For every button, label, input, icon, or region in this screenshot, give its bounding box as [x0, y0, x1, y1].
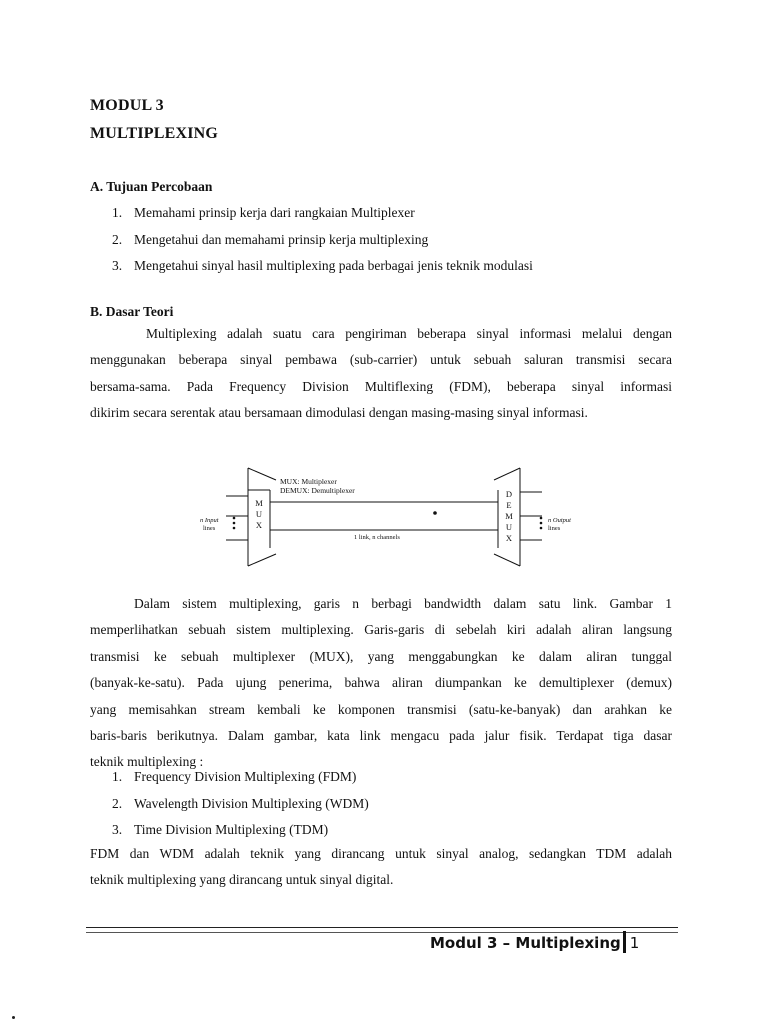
module-subtitle: MULTIPLEXING [90, 125, 219, 142]
legend-mux: MUX: Multiplexer [280, 477, 337, 486]
paragraph-line: teknik multiplexing : [90, 754, 204, 770]
legend-demux: DEMUX: Demultiplexer [280, 486, 355, 495]
paragraph-line: teknik multiplexing yang dirancang untuk sinyal digital. [90, 872, 394, 888]
paragraph-line: Multiplexing adalah suatu cara pengiriman beberapa sinyal informasi melalui dengan [146, 326, 672, 341]
explanation-paragraph [90, 591, 672, 776]
output-label: n Output [548, 517, 571, 524]
demux-letter: M [505, 511, 513, 521]
paragraph-line: FDM dan WDM adalah teknik yang dirancang untuk sinyal analog, sedangkan TDM adalah [90, 846, 672, 861]
mux-letter: X [255, 520, 263, 530]
demux-letter: U [505, 522, 513, 532]
link-label: 1 link, n channels [354, 534, 400, 541]
closing-paragraph [90, 841, 672, 894]
paragraph-line: yang memisahkan stream kembali ke komponen transmisi (satu-ke-banyak) dan arahkan ke [90, 701, 672, 717]
demux-letter: D [505, 489, 513, 499]
demux-letter: X [505, 533, 513, 543]
page-footer [430, 931, 639, 953]
paragraph-line: dikirim secara serentak atau bersamaan dimodulasi dengan masing-masing sinyal informasi. [90, 405, 588, 421]
input-label: lines [203, 525, 216, 532]
mux-bottom-bevel [248, 554, 276, 566]
list-item: 3. Time Division Multiplexing (TDM) [112, 822, 329, 837]
mux-letter: U [255, 509, 263, 519]
footer-separator [623, 931, 626, 953]
list-item: 2. Wavelength Division Multiplexing (WDM) [112, 795, 369, 811]
paragraph-line: transmisi ke sebuah multiplexer (MUX), yang menggabungkan ke dalam aliran tunggal [90, 648, 672, 664]
input-label: n Input [200, 517, 219, 524]
demux-letter: E [506, 500, 512, 510]
diagram-svg [160, 462, 620, 584]
paragraph-line: (banyak-ke-satu). Pada ujung penerima, bahwa aliran diumpankan ke demultiplexer (demux) [90, 675, 672, 691]
paragraph-line: memperlihatkan sebuah sistem multiplexing. Garis-garis di sebelah kiri adalah aliran langsung [90, 622, 672, 638]
mux-letter: M [255, 498, 263, 508]
intro-paragraph [90, 321, 672, 427]
section-b-heading: B. Dasar Teori [90, 304, 174, 319]
list-item: 1. Memahami prinsip kerja dari rangkaian Multiplexer [112, 205, 415, 220]
demux-top-bevel [494, 468, 520, 480]
scan-speck [12, 1016, 15, 1019]
module-title: MODUL 3 [90, 97, 164, 114]
output-label: lines [548, 525, 561, 532]
section-a-heading: A. Tujuan Percobaan [90, 179, 213, 194]
techniques-list [112, 767, 369, 847]
page-number: 1 [629, 934, 640, 952]
list-item: 1. Frequency Division Multiplexing (FDM) [112, 769, 357, 784]
link-dot [433, 511, 437, 515]
multiplexing-diagram [160, 462, 620, 584]
paragraph-line: menggunakan beberapa sinyal pembawa (sub-carrier) untuk sebuah saluran transmisi secara [90, 352, 672, 368]
mux-top-bevel [248, 468, 276, 480]
paragraph-line: baris-baris berikutnya. Dalam gambar, kata link mengacu pada jalur fisik. Terdapat tiga dasar [90, 728, 672, 744]
mux-top-edge [248, 468, 270, 490]
objectives-list [112, 203, 533, 283]
paragraph-line: bersama-sama. Pada Frequency Division Multiflexing (FDM), beberapa sinyal informasi [90, 378, 672, 394]
paragraph-line: Dalam sistem multiplexing, garis n berbagi bandwidth dalam satu link. Gambar 1 [134, 596, 672, 611]
list-item: 2. Mengetahui dan memahami prinsip kerja multiplexing [112, 231, 429, 247]
demux-bottom-bevel [494, 554, 520, 566]
footer-label: Modul 3 – Multiplexing [430, 934, 621, 952]
footer-rule [86, 927, 678, 928]
list-item: 3. Mengetahui sinyal hasil multiplexing pada berbagai jenis teknik modulasi [112, 258, 533, 273]
